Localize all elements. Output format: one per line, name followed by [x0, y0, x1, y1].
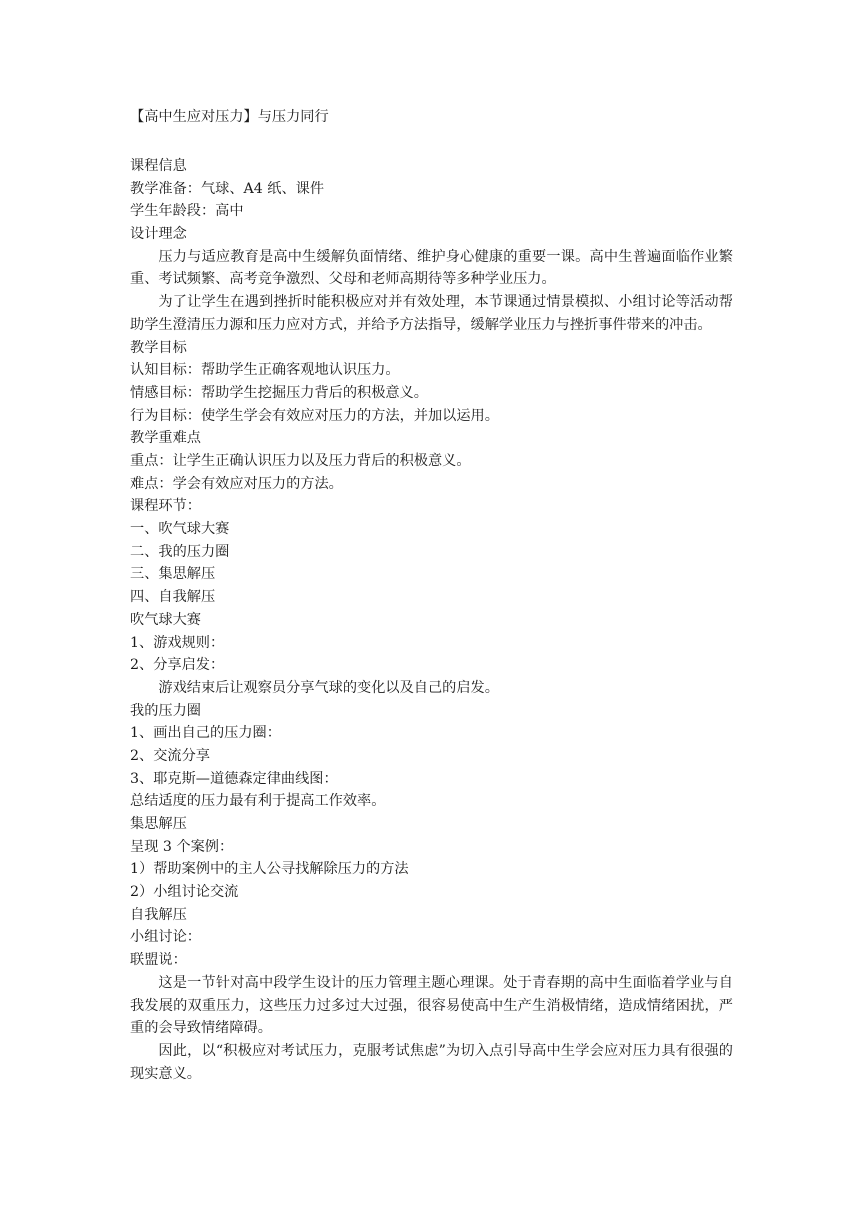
- key-points-heading: 教学重难点: [130, 430, 201, 447]
- step-item: 一、吹气球大赛: [130, 521, 230, 538]
- self-relief-discussion: 小组讨论：: [130, 929, 201, 946]
- alliance-paragraph-2: 因此，以“积极应对考试压力，克服考试焦虑”为切入点引导高中生学会应对压力具有很强的现实意义。: [130, 1042, 733, 1082]
- circle-item-1: 1、画出自己的压力圈：: [130, 725, 281, 742]
- circle-heading: 我的压力圈: [130, 702, 201, 719]
- self-relief-heading: 自我解压: [130, 906, 187, 923]
- brainstorm-intro: 呈现 3 个案例：: [130, 838, 234, 855]
- difficult-point: 难点：学会有效应对压力的方法。: [130, 475, 343, 492]
- step-item: 三、集思解压: [130, 566, 216, 583]
- goal-cognitive: 认知目标：帮助学生正确客观地认识压力。: [130, 362, 400, 379]
- goals-heading: 教学目标: [130, 339, 187, 356]
- brainstorm-item-1: 1）帮助案例中的主人公寻找解除压力的方法: [130, 861, 409, 878]
- teaching-prep: 教学准备：气球、A4 纸、课件: [130, 180, 325, 197]
- balloon-share-text: 游戏结束后让观察员分享气球的变化以及自己的启发。: [158, 679, 499, 696]
- brainstorm-item-2: 2）小组讨论交流: [130, 884, 239, 901]
- document-content: [130, 106, 733, 1085]
- balloon-rule: 1、游戏规则：: [130, 634, 225, 651]
- alliance-paragraph-1: 这是一节针对高中段学生设计的压力管理主题心理课。处于青春期的高中生面临着学业与自我发展的双重压力，这些压力过多过大过强，很容易使高中生产生消极情绪，造成情绪困扰，严重的会导致情绪障碍。: [130, 974, 733, 1037]
- design-paragraph-1: 压力与适应教育是高中生缓解负面情绪、维护身心健康的重要一课。高中生普遍面临作业繁重、考试频繁、高考竞争激烈、父母和老师高期待等多种学业压力。: [130, 248, 733, 288]
- design-paragraph-2: 为了让学生在遇到挫折时能积极应对并有效处理，本节课通过情景模拟、小组讨论等活动帮助学生澄清压力源和压力应对方式，并给予方法指导，缓解学业压力与挫折事件带来的冲击。: [130, 294, 733, 333]
- steps-heading: 课程环节：: [130, 498, 201, 515]
- student-age: 学生年龄段：高中: [130, 203, 244, 220]
- step-item: 二、我的压力圈: [130, 543, 230, 560]
- alliance-heading: 联盟说：: [130, 952, 187, 969]
- goal-behavior: 行为目标：使学生学会有效应对压力的方法，并加以运用。: [130, 407, 499, 424]
- title-spacer: [130, 128, 733, 155]
- design-heading: 设计理念: [130, 226, 187, 243]
- balloon-heading: 吹气球大赛: [130, 611, 201, 628]
- document-title: 【高中生应对压力】与压力同行: [130, 109, 329, 125]
- brainstorm-heading: 集思解压: [130, 816, 187, 833]
- circle-summary: 总结适度的压力最有利于提高工作效率。: [130, 793, 386, 810]
- key-point: 重点：让学生正确认识压力以及压力背后的积极意义。: [130, 453, 471, 469]
- step-item: 四、自我解压: [130, 589, 216, 606]
- course-info-heading: 课程信息: [130, 158, 187, 174]
- circle-item-2: 2、交流分享: [130, 747, 210, 764]
- balloon-share: 2、分享启发：: [130, 657, 225, 674]
- circle-item-3: 3、耶克斯—道德森定律曲线图：: [130, 770, 338, 787]
- goal-emotional: 情感目标：帮助学生挖掘压力背后的积极意义。: [130, 384, 428, 401]
